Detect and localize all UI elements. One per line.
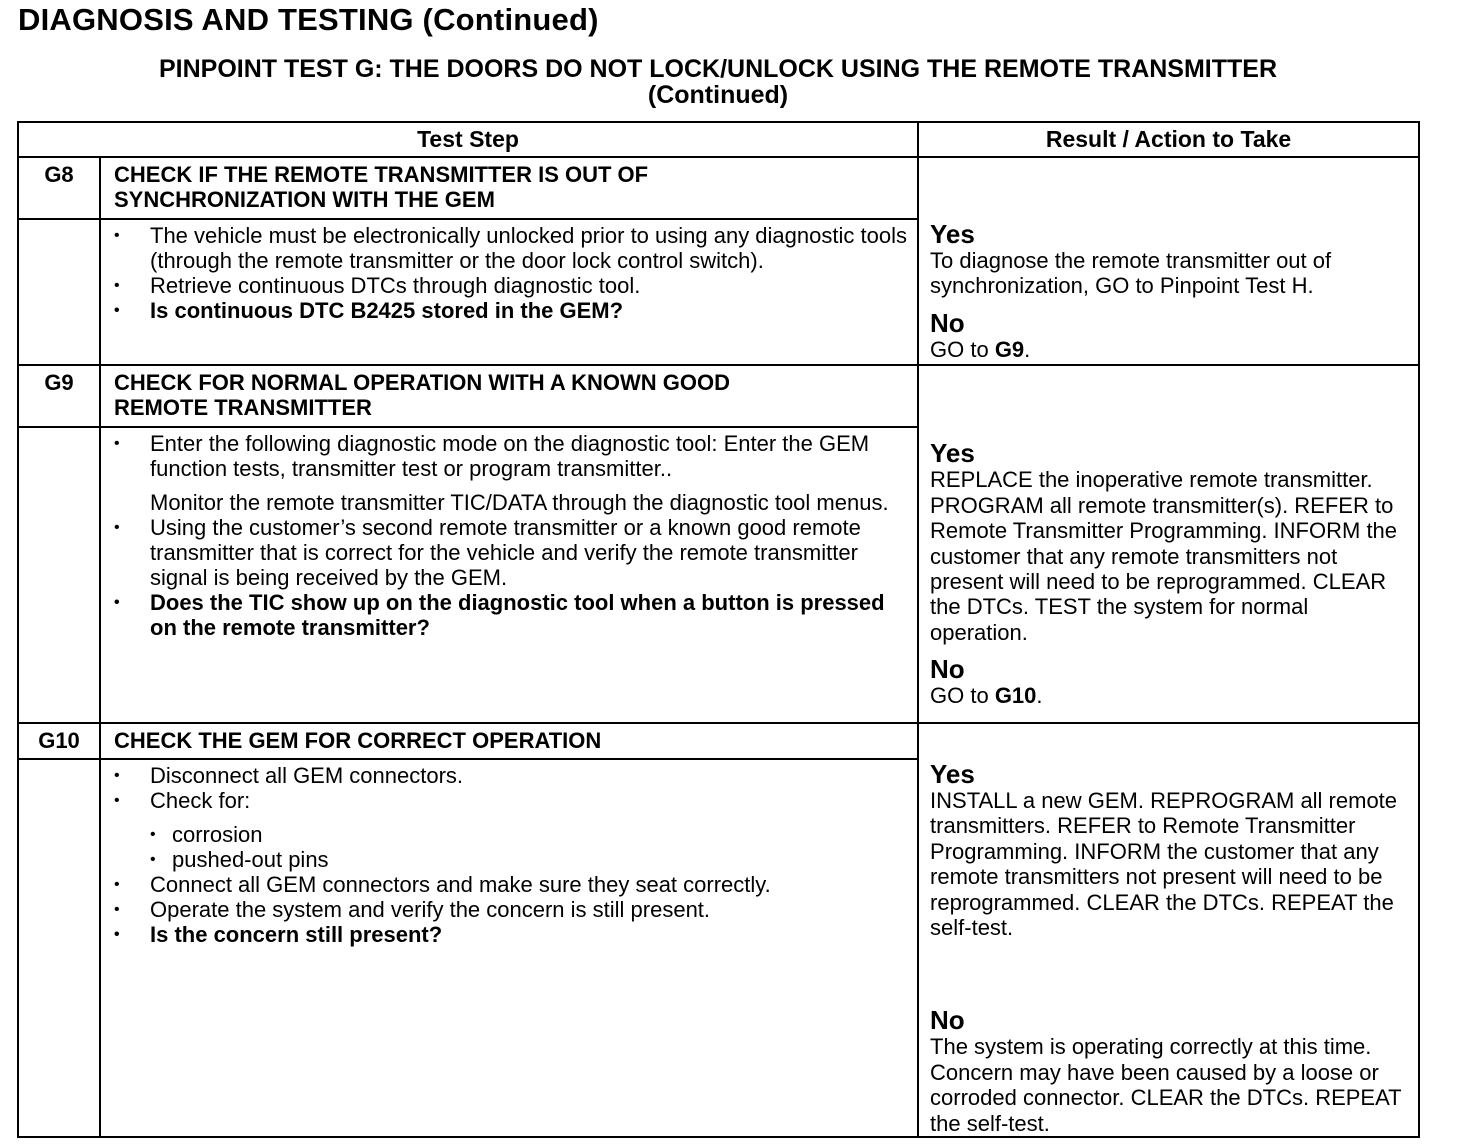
step-id-g9: G9 bbox=[18, 365, 100, 427]
step-check-g10 bbox=[100, 723, 918, 759]
step-id-g10: G10 bbox=[18, 723, 100, 759]
list-item: • Check for: bbox=[114, 788, 907, 813]
yes-label: Yes bbox=[930, 438, 975, 469]
list-item: • Retrieve continuous DTCs through diagnostic tool. bbox=[114, 273, 907, 298]
check-line: CHECK THE GEM FOR CORRECT OPERATION bbox=[114, 728, 602, 753]
yes-text: REPLACE the inoperative remote transmitter. PROGRAM all remote transmitter(s). REFER to Remote Transmitter Programming. INFORM the customer that any remote transmitters not present will need to be reprogrammed. CLEAR the DTCs. TEST the system for normal operation. bbox=[930, 467, 1398, 645]
sub-list-item: • corrosion bbox=[150, 822, 907, 847]
step-question: • Is the concern still present? bbox=[114, 922, 907, 947]
step-paragraph: Monitor the remote transmitter TIC/DATA through the diagnostic tool menus. bbox=[150, 490, 889, 515]
list-item: • Enter the following diagnostic mode on the diagnostic tool: Enter the GEM function tests, transmitter test or program transmitter.. bbox=[114, 431, 907, 481]
step-body-g9 bbox=[100, 427, 918, 723]
check-line: CHECK FOR NORMAL OPERATION WITH A KNOWN GOOD bbox=[114, 370, 730, 395]
yes-text: To diagnose the remote transmitter out of synchronization, GO to Pinpoint Test H. bbox=[930, 247, 1332, 299]
step-id-spacer bbox=[18, 219, 100, 365]
list-item: • Disconnect all GEM connectors. bbox=[114, 763, 907, 788]
sub-list-item: • pushed-out pins bbox=[150, 847, 907, 872]
result-g8 bbox=[918, 157, 1419, 365]
no-label: No bbox=[930, 307, 965, 338]
check-line: CHECK IF THE REMOTE TRANSMITTER IS OUT OF bbox=[114, 162, 649, 187]
check-line: SYNCHRONIZATION WITH THE GEM bbox=[114, 187, 495, 212]
table-header-row bbox=[18, 122, 1419, 157]
list-item: • Using the customer’s second remote transmitter or a known good remote transmitter that is correct for the vehicle and verify the remote transmitter signal is being received by the GEM. bbox=[114, 515, 907, 590]
no-text: GO to G9. bbox=[930, 336, 1031, 362]
step-check-g9 bbox=[100, 365, 918, 427]
step-id-spacer bbox=[18, 759, 100, 1137]
col-header-result: Result / Action to Take bbox=[918, 122, 1419, 157]
col-header-test-step: Test Step bbox=[18, 122, 918, 157]
yes-label: Yes bbox=[930, 218, 975, 249]
yes-text: INSTALL a new GEM. REPROGRAM all remote transmitters. REFER to Remote Transmitter Programming. INFORM the customer that any remote transmitters not present will need to be reprogrammed. CLEAR the DTCs. REPEAT the self-test. bbox=[930, 788, 1398, 941]
test-title-line2: (Continued) bbox=[647, 81, 789, 109]
pinpoint-test-table bbox=[17, 121, 1420, 1138]
step-question: • Is continuous DTC B2425 stored in the GEM? bbox=[114, 298, 907, 323]
page-header: DIAGNOSIS AND TESTING (Continued) bbox=[18, 2, 599, 37]
step-id-spacer bbox=[18, 427, 100, 723]
list-item: • Operate the system and verify the concern is still present. bbox=[114, 897, 907, 922]
no-label: No bbox=[930, 1005, 965, 1036]
list-item: • Connect all GEM connectors and make sure they seat correctly. bbox=[114, 872, 907, 897]
pinpoint-test-title bbox=[18, 56, 1418, 108]
no-text: GO to G10. bbox=[930, 683, 1043, 709]
step-body-g8 bbox=[100, 219, 918, 365]
test-title-line1: PINPOINT TEST G: THE DOORS DO NOT LOCK/UNLOCK USING THE REMOTE TRANSMITTER bbox=[158, 55, 1278, 83]
list-item: • The vehicle must be electronically unlocked prior to using any diagnostic tools (through the remote transmitter or the door lock control switch). bbox=[114, 223, 907, 273]
check-line: REMOTE TRANSMITTER bbox=[114, 395, 372, 420]
result-g10 bbox=[918, 723, 1419, 1137]
step-g10-header-row bbox=[18, 723, 1419, 759]
no-label: No bbox=[930, 654, 965, 685]
step-body-g10 bbox=[100, 759, 918, 1137]
no-text: The system is operating correctly at this time. Concern may have been caused by a loose or corroded connector. CLEAR the DTCs. REPEAT the self-test. bbox=[930, 1034, 1402, 1136]
step-id-g8: G8 bbox=[18, 157, 100, 219]
step-g8-header-row bbox=[18, 157, 1419, 219]
step-g9-header-row bbox=[18, 365, 1419, 427]
result-g9 bbox=[918, 365, 1419, 723]
step-question: • Does the TIC show up on the diagnostic tool when a button is pressed on the remote transmitter? bbox=[114, 590, 907, 640]
yes-label: Yes bbox=[930, 759, 975, 789]
step-check-g8 bbox=[100, 157, 918, 219]
